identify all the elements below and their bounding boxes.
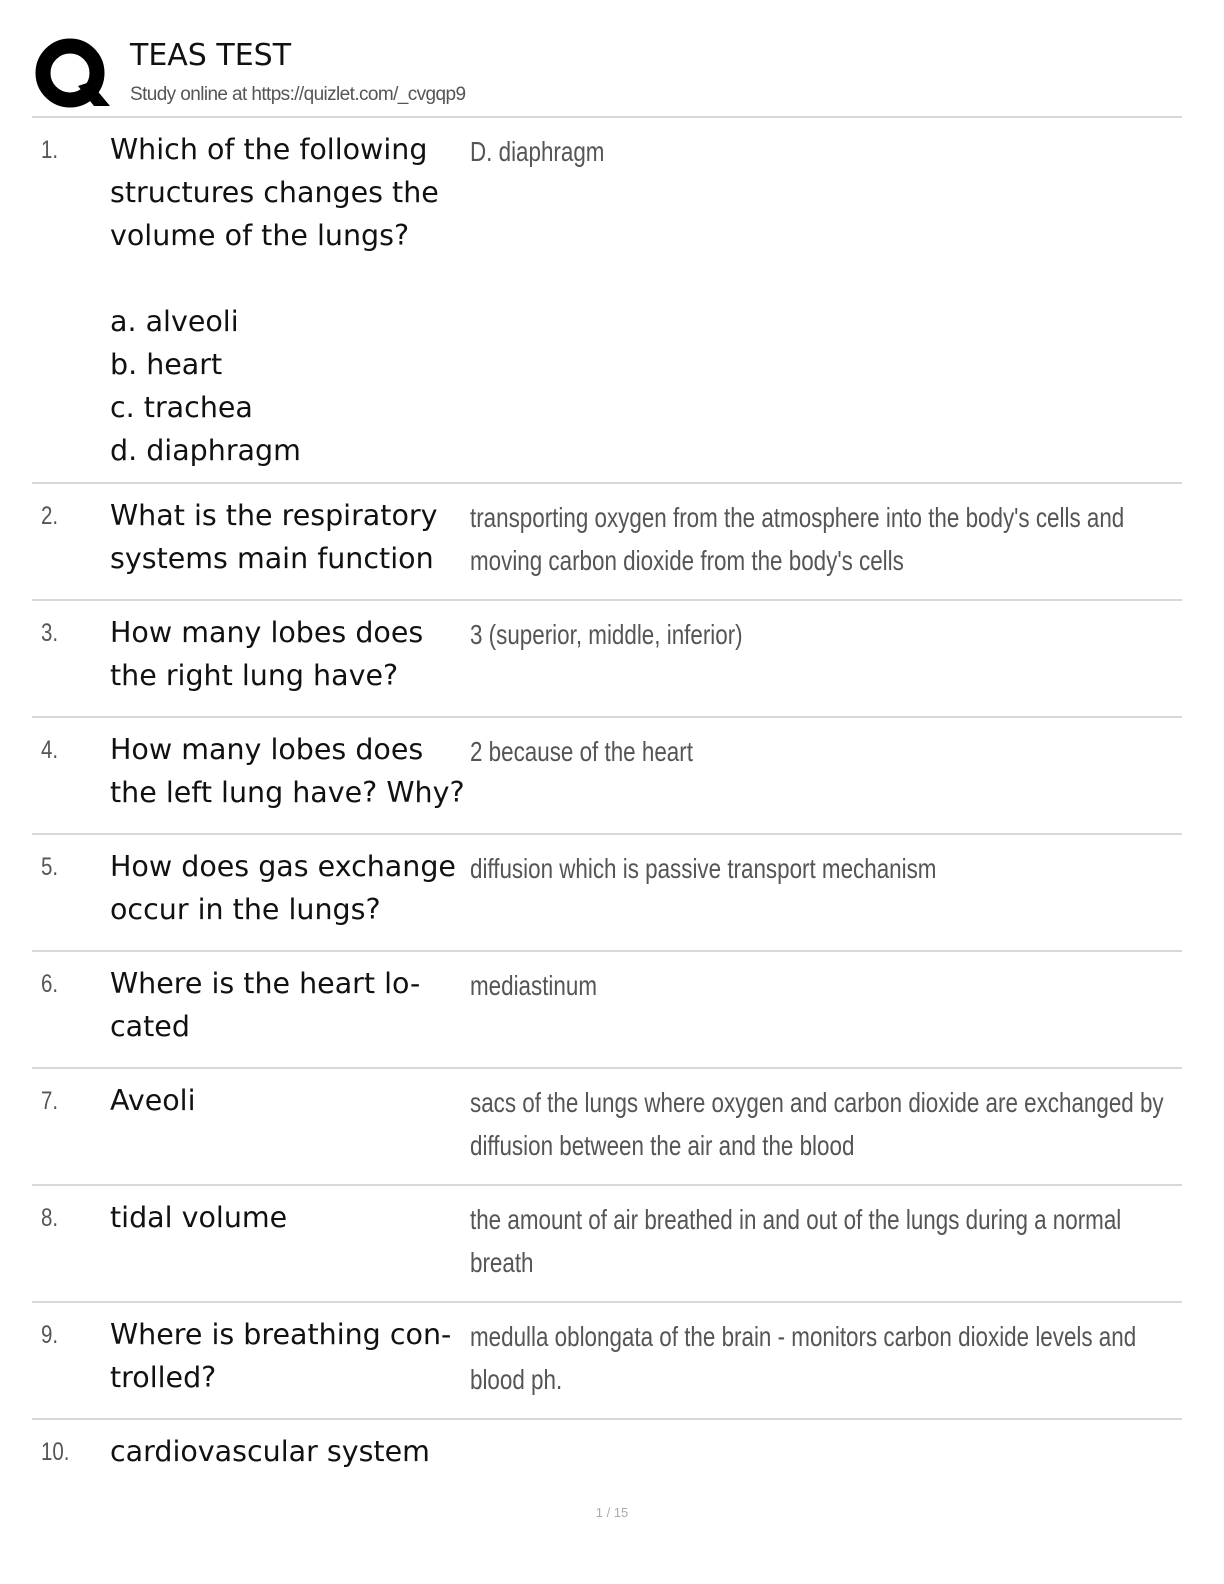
flashcard-row bbox=[32, 952, 1182, 1069]
card-term: Where is the heart lo- cated bbox=[110, 967, 421, 1043]
flashcard-row bbox=[32, 835, 1182, 952]
card-number: 6. bbox=[41, 970, 59, 998]
card-term: How many lobes does the left lung have? Why? bbox=[110, 733, 465, 809]
flashcard-row bbox=[32, 118, 1182, 484]
card-number: 8. bbox=[41, 1204, 59, 1232]
flashcard-row bbox=[32, 484, 1182, 601]
card-definition: sacs of the lungs where oxygen and carbon dioxide are exchanged by diffusion between the air and the blood bbox=[470, 1087, 1164, 1161]
flashcard-row bbox=[32, 1420, 1182, 1490]
card-number: 4. bbox=[41, 736, 59, 764]
card-term: Where is breathing con- trolled? bbox=[110, 1318, 452, 1394]
card-definition: D. diaphragm bbox=[470, 136, 605, 167]
card-term: What is the respiratory systems main function bbox=[110, 499, 438, 575]
card-definition: transporting oxygen from the atmosphere into the body's cells and moving carbon dioxide from the body's cells bbox=[470, 502, 1125, 576]
page-number: 1 / 15 bbox=[595, 1505, 629, 1520]
card-term: Aveoli bbox=[110, 1084, 196, 1117]
card-definition: mediastinum bbox=[470, 970, 597, 1001]
card-definition: diffusion which is passive transport mechanism bbox=[470, 853, 937, 884]
study-online-link[interactable]: Study online at https://quizlet.com/_cvgqp9 bbox=[130, 84, 466, 105]
card-term: How many lobes does the right lung have? bbox=[110, 616, 424, 692]
flashcard-row bbox=[32, 1069, 1182, 1186]
card-definition: 2 because of the heart bbox=[470, 736, 693, 767]
card-number: 10. bbox=[41, 1438, 70, 1466]
card-number: 3. bbox=[41, 619, 59, 647]
flashcard-row bbox=[32, 1186, 1182, 1303]
card-definition: medulla oblongata of the brain - monitors carbon dioxide levels and blood ph. bbox=[470, 1321, 1137, 1395]
flashcard-list bbox=[32, 118, 1182, 1490]
quizlet-logo-icon bbox=[34, 36, 110, 112]
card-definition: the amount of air breathed in and out of the lungs during a normal breath bbox=[470, 1204, 1122, 1278]
card-term: tidal volume bbox=[110, 1201, 288, 1234]
card-number: 1. bbox=[41, 136, 59, 164]
card-term: How does gas exchange occur in the lungs? bbox=[110, 850, 456, 926]
card-number: 7. bbox=[41, 1087, 59, 1115]
flashcard-row bbox=[32, 718, 1182, 835]
card-number: 5. bbox=[41, 853, 59, 881]
document-title: TEAS TEST bbox=[130, 38, 292, 73]
card-term: cardiovascular system bbox=[110, 1435, 430, 1468]
document-header bbox=[32, 32, 1182, 116]
card-number: 2. bbox=[41, 502, 59, 530]
card-number: 9. bbox=[41, 1321, 59, 1349]
card-term: Which of the following structures changes the volume of the lungs? a. alveoli b. heart c. trachea d. diaphragm bbox=[110, 133, 439, 467]
flashcard-row bbox=[32, 601, 1182, 718]
card-definition: 3 (superior, middle, inferior) bbox=[470, 619, 743, 650]
flashcard-row bbox=[32, 1303, 1182, 1420]
